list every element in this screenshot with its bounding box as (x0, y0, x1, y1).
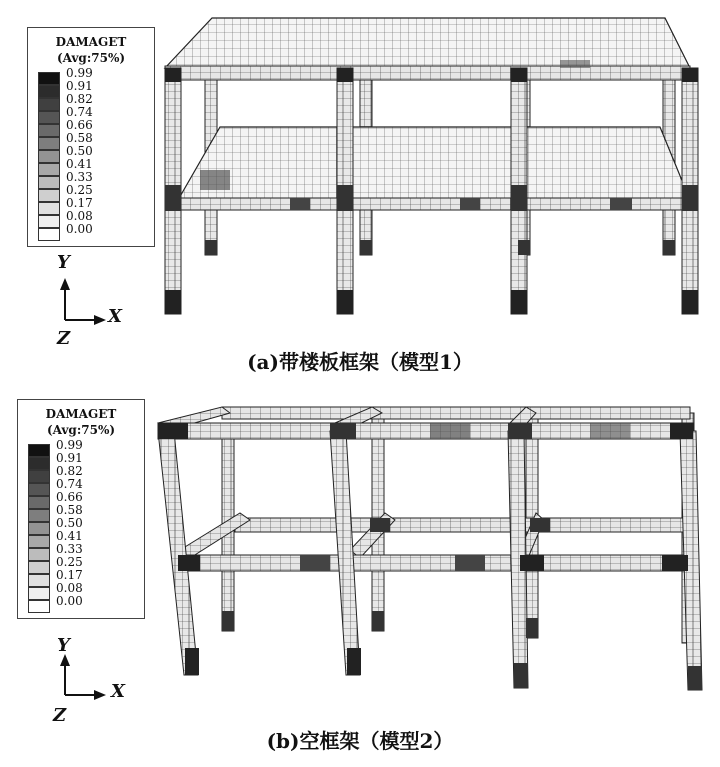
legend-value: 0.17 (56, 568, 83, 582)
legend-value: 0.41 (56, 529, 83, 543)
legend-value: 0.74 (56, 477, 83, 491)
legend-value: 0.58 (66, 131, 93, 145)
legend-subtitle: (Avg:75%) (46, 423, 116, 437)
legend-value: 0.08 (56, 581, 83, 595)
figure-caption-b: (b)空框架（模型2） (266, 729, 454, 753)
frame-model-2-render (0, 383, 720, 767)
legend-subtitle: (Avg:75%) (56, 51, 126, 65)
legend-title: DAMAGET (45, 407, 117, 421)
legend-value: 0.74 (66, 105, 93, 119)
legend-value: 0.50 (66, 144, 93, 158)
legend-value: 0.33 (66, 170, 93, 184)
axis-x-label: X (108, 306, 122, 327)
axis-x-label: X (111, 681, 125, 702)
legend-value: 0.17 (66, 196, 93, 210)
legend-value: 0.41 (66, 157, 93, 171)
legend-value: 0.91 (56, 451, 83, 465)
figure-caption-a: (a)带楼板框架（模型1） (247, 350, 473, 374)
legend-title: DAMAGET (55, 35, 127, 49)
legend-value: 0.00 (56, 594, 83, 608)
legend-value: 0.66 (66, 118, 93, 132)
legend-value: 0.50 (56, 516, 83, 530)
legend-value: 0.82 (56, 464, 83, 478)
axis-z-label: Z (57, 328, 71, 349)
legend-value: 0.25 (56, 555, 83, 569)
legend-value: 0.33 (56, 542, 83, 556)
axis-y-label: Y (57, 252, 70, 273)
legend-value: 0.99 (66, 66, 93, 80)
legend-value: 0.25 (66, 183, 93, 197)
axis-y-label: Y (57, 635, 70, 656)
legend-value: 0.99 (56, 438, 83, 452)
legend-value: 0.91 (66, 79, 93, 93)
legend-value: 0.66 (56, 490, 83, 504)
axis-z-label: Z (53, 705, 67, 726)
legend-value: 0.08 (66, 209, 93, 223)
legend-value: 0.82 (66, 92, 93, 106)
legend-value: 0.00 (66, 222, 93, 236)
panel-a-slab-frame (0, 0, 720, 383)
panel-b-bare-frame (0, 383, 720, 767)
legend-value: 0.58 (56, 503, 83, 517)
